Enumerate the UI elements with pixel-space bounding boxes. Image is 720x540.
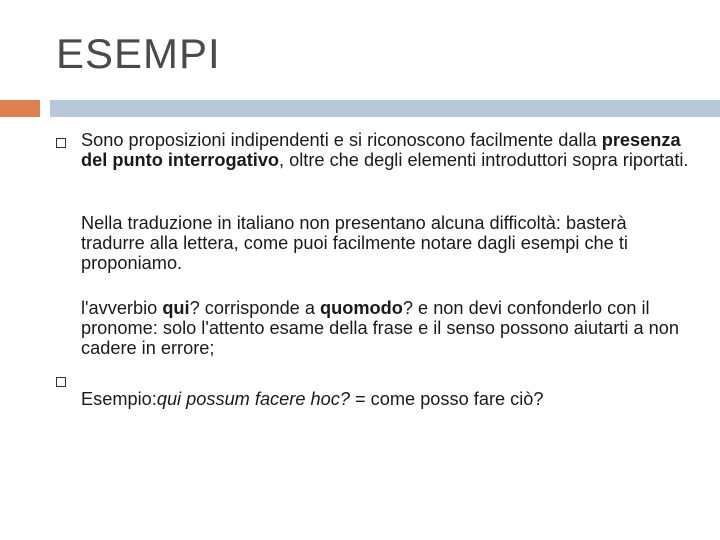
paragraph-adverb-text-e: ? e non devi confonderlo con il pronome: solo l'attento esame della frase e il senso possono aiutarti a non cadere in errore;: [81, 298, 679, 358]
title-rule-bar: [50, 100, 720, 117]
example-label: Esempio:: [81, 389, 157, 409]
title-rule-accent: [0, 100, 40, 117]
paragraph-adverb: [81, 298, 691, 358]
square-bullet-icon: [56, 377, 66, 387]
example-translation: = come posso fare ciò?: [349, 389, 544, 409]
paragraph-intro-emphasis: presenza del punto interrogativo: [81, 130, 681, 170]
example-latin: qui possum facere hoc?: [156, 389, 350, 409]
paragraph-example: [81, 389, 691, 409]
paragraph-intro-text-c: , oltre che degli elementi introduttori sopra riportati.: [279, 150, 689, 170]
paragraph-adverb-text-c: ? corrisponde a: [189, 298, 321, 318]
paragraph-intro-text-a: Sono proposizioni indipendenti e si riconoscono facilmente dalla: [81, 130, 602, 150]
square-bullet-icon: [56, 138, 66, 148]
slide-title: ESEMPI: [56, 30, 221, 77]
keyword-qui: qui: [162, 298, 190, 318]
paragraph-adverb-text-a: l'avverbio: [81, 298, 163, 318]
paragraph-intro: [81, 130, 691, 170]
paragraph-translation: Nella traduzione in italiano non presentano alcuna difficoltà: basterà tradurre alla lettera, come puoi facilmente notare dagli esempi che ti proponiamo.: [81, 213, 628, 273]
keyword-quomodo: quomodo: [320, 298, 403, 318]
